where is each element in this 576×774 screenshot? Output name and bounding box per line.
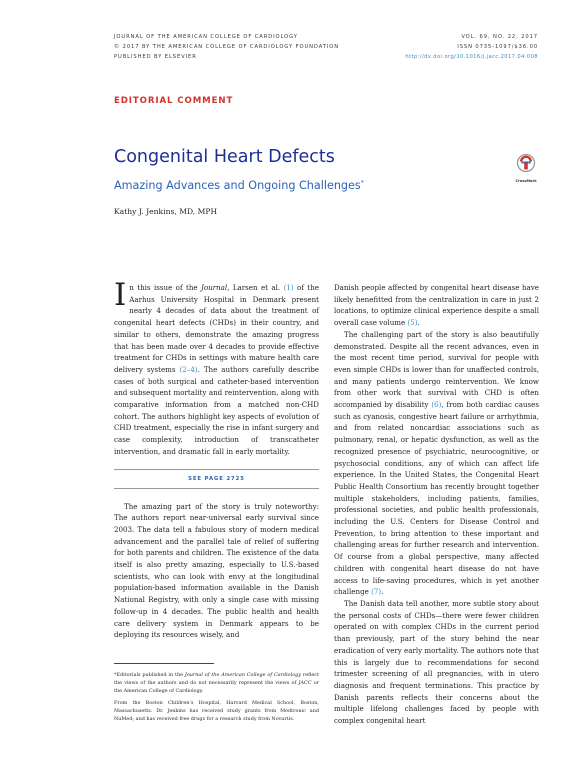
footnotes [114,671,319,726]
doi-link[interactable]: http://dx.doi.org/10.1016/j.jacc.2017.04.008 [405,54,538,60]
drop-cap: I [114,277,127,313]
text-run: , from both cardiac causes such as cyanosis, congestive heart failure or arrhythmia, and from related noncardiac associations such as pulmonary, renal, or hepatic dysfunction, as well as the recognized presence of psychiatric, neurocognitive, or psychosocial conditions, any of which can affect life experience. In the United States, the Congenital Heart Public Health Consortium has recently brought together multiple stakeholders, including patients, families, professional societies, and public health professionals, including the U.S. Centers for Disease Control and Prevention, to bring attention to these important and challenging areas for further research and intervention. Of course from a global perspective, many affected children with congenital heart disease do not have access to life-saving procedures, which is yet another challenge [334,400,540,597]
volume-header [405,32,538,62]
journal-name: JOURNAL OF THE AMERICAN COLLEGE OF CARDIOLOGY [114,34,298,40]
text-run: of the Aarhus University Hospital in Denmark present nearly 4 decades of data about the treatment of congenital heart defects (CHDs) in their country, and similar to others, demonstrate the amazing progress that has been made over 4 decades to provide effective treatment for CHDs in settings with mature health care delivery systems [114,283,319,374]
article-title: Congenital Heart Defects [114,147,335,167]
right-column [334,282,539,727]
text-run: or the American College of Cardiology. [114,680,320,695]
journal-italic: JACC [298,680,312,687]
body-paragraph [114,277,319,458]
reference-link[interactable]: (6) [431,400,442,410]
author-line: Kathy J. Jenkins, MD, MPH [114,207,218,216]
crossmark-icon[interactable] [513,153,539,183]
volume-line: VOL. 69, NO. 22, 2017 [461,34,538,40]
footnote-divider [114,663,214,664]
section-label: EDITORIAL COMMENT [114,96,234,106]
reference-link[interactable]: (7) [371,587,382,597]
text-run: . [417,318,420,328]
body-paragraph [334,329,539,598]
editorial-footnote [114,671,319,696]
text-run: . The authors carefully describe cases of both surgical and catheter-based intervention and subsequent mortality and reintervention, along with comparative information from a matched non-CHD cohort. The authors highlight key aspects of evolution of CHD treatment, especially the rise in infant surgery and case complexity, introduction of transcatheter intervention, and dramatic fall in early mortality. [114,364,319,456]
text-run: Danish people affected by congenital heart disease have likely benefitted from the centralization in care in just 2 locations, to optimize clinical experience despite a small overall case volume [334,283,539,328]
crossmark-label: CrossMark [515,179,537,183]
body-paragraph [334,282,539,329]
crossmark-graphic [513,153,539,179]
reference-link[interactable]: (1) [283,283,294,292]
reference-link[interactable]: (2–4) [179,364,198,374]
issn-line: ISSN 0735-1097/$36.00 [457,44,538,50]
publisher-line: PUBLISHED BY ELSEVIER [114,54,197,60]
text-run: *Editorials published in the [114,672,185,678]
text-run: n this issue of the [129,283,202,292]
left-column [114,277,319,641]
journal-header [114,32,339,62]
body-paragraph: The Danish data tell another, more subtle story about the personal costs of CHDs—there were fewer children operated on with complex CHDs in the current period than previously, part of the story behind the near eradication of very early mortality. The authors note that this is largely due to recommendations for second trimester screening of all pregnancies, with in utero diagnosis and frequent terminations. This practice by Danish parents reflects their concerns about the multiple lifelong challenges faced by people with complex congenital heart [334,598,540,726]
body-paragraph: The amazing part of the story is truly noteworthy: The authors report near-universal early survival since 2003. The data tell a fabulous story of modern medical advancement and the parallel tale of relief of suffering for both parents and children. The existence of the data itself is also pretty amazing, especially to U.S.-based scientists, who can look with envy at the longitudinal population-based information available in the Danish National Registry, with only a single case with missing follow-up in 4 decades. The public health and health care delivery system in Denmark appears to be deploying its resources wisely, and [114,501,319,640]
journal-italic: Journal of the American College of Cardiology [184,672,302,678]
copyright-line: © 2017 BY THE AMERICAN COLLEGE OF CARDIOLOGY FOUNDATION [114,44,340,50]
reference-link[interactable]: (5) [407,318,418,328]
text-run: . [381,587,384,597]
see-page-link[interactable]: SEE PAGE 2725 [114,469,319,489]
article-subtitle [114,179,364,192]
subtitle-text: Amazing Advances and Ongoing Challenges [114,179,361,192]
affiliation-footnote: From the Boston Children’s Hospital, Harvard Medical School, Boston, Massachusetts. Dr. Jenkins has received study grants from Medtronic and NuMed; and has received free drugs for a research study from Novartis. [114,699,319,723]
text-run: The challenging part of the story is also beautifully demonstrated. Despite all the recent advances, even in the most recent time period, survival for people with even simple CHDs is lower than for unaffected controls, and many patients undergo reintervention. We know from other work that survival with CHD is often accompanied by disability [334,329,539,410]
subtitle-footnote-marker[interactable]: * [360,179,364,187]
journal-italic: Journal [201,283,228,292]
text-run: , Larsen et al. [227,283,284,292]
text-run: reflect the views of the authors and do not necessarily represent the views of [114,672,319,687]
